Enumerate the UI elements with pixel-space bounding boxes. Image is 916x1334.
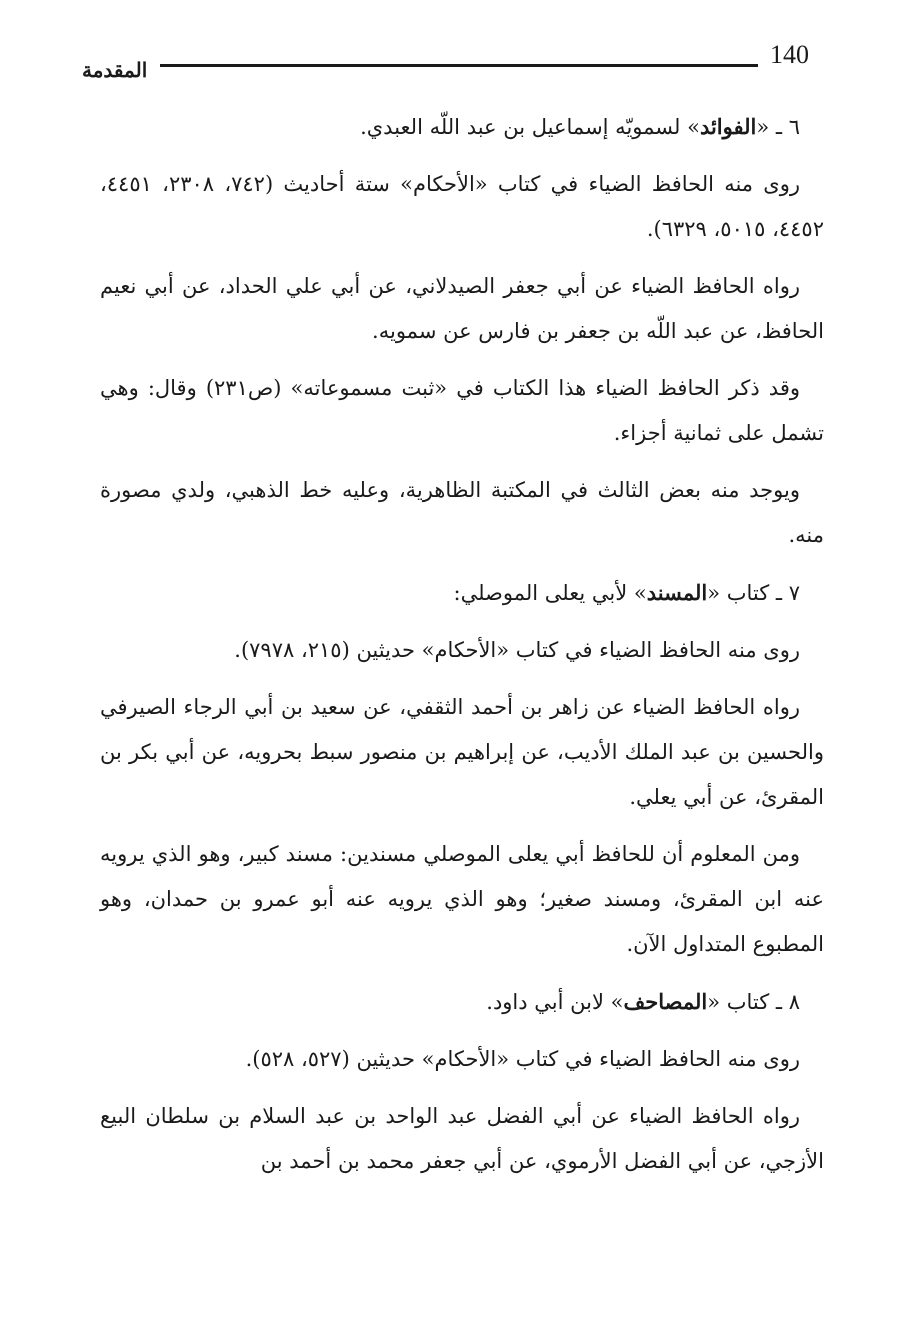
paragraph: رواه الحافظ الضياء عن أبي جعفر الصيدلاني، عن أبي علي الحداد، عن أبي نعيم الحافظ، عن عبد اللّه بن جعفر بن فارس عن سمويه. xyxy=(100,274,824,343)
paragraph: ويوجد منه بعض الثالث في المكتبة الظاهرية، وعليه خط الذهبي، ولدي مصورة منه. xyxy=(100,478,824,547)
page-header xyxy=(0,0,916,110)
paragraph: روى منه الحافظ الضياء في كتاب «الأحكام» ستة أحاديث (٧٤٢، ٢٣٠٨، ٤٤٥١، ٤٤٥٢، ٥٠١٥، ٦٣٢٩). xyxy=(100,172,824,241)
page-number: 140 xyxy=(770,40,809,69)
paragraph: رواه الحافظ الضياء عن زاهر بن أحمد الثقفي، عن سعيد بن أبي الرجاء الصيرفي والحسين بن عبد الملك الأديب، عن إبراهيم بن منصور سبط بحرويه، عن أبي بكر بن المقرئ، عن أبي يعلي. xyxy=(100,695,824,809)
section-title: المقدمة xyxy=(82,58,148,82)
paragraph: رواه الحافظ الضياء عن أبي الفضل عبد الواحد بن عبد السلام بن سلطان البيع الأزجي، عن أبي الفضل الأرموي، عن أبي جعفر محمد بن أحمد بن xyxy=(100,1104,824,1173)
page-body xyxy=(100,104,824,1196)
entry-heading-6: ٦ ـ «الفوائد» لسمويّه إسماعيل بن عبد اللّه العبدي. xyxy=(360,114,800,139)
paragraph: ومن المعلوم أن للحافظ أبي يعلى الموصلي مسندين: مسند كبير، وهو الذي يرويه عنه ابن المقرئ، ومسند صغير؛ وهو الذي يرويه عنه أبو عمرو بن حمدان، وهو المطبوع المتداول الآن. xyxy=(100,842,824,956)
entry-heading-7: ٧ ـ كتاب «المسند» لأبي يعلى الموصلي: xyxy=(453,580,800,605)
paragraph: روى منه الحافظ الضياء في كتاب «الأحكام» حديثين (٥٢٧، ٥٢٨). xyxy=(245,1047,800,1071)
paragraph: وقد ذكر الحافظ الضياء هذا الكتاب في «ثبت مسموعاته» (ص٢٣١) وقال: وهي تشمل على ثمانية أجزاء. xyxy=(100,376,824,445)
header-rule xyxy=(160,64,758,67)
entry-heading-8: ٨ ـ كتاب «المصاحف» لابن أبي داود. xyxy=(486,989,800,1014)
paragraph: روى منه الحافظ الضياء في كتاب «الأحكام» حديثين (٢١٥، ٧٩٧٨). xyxy=(234,638,800,662)
